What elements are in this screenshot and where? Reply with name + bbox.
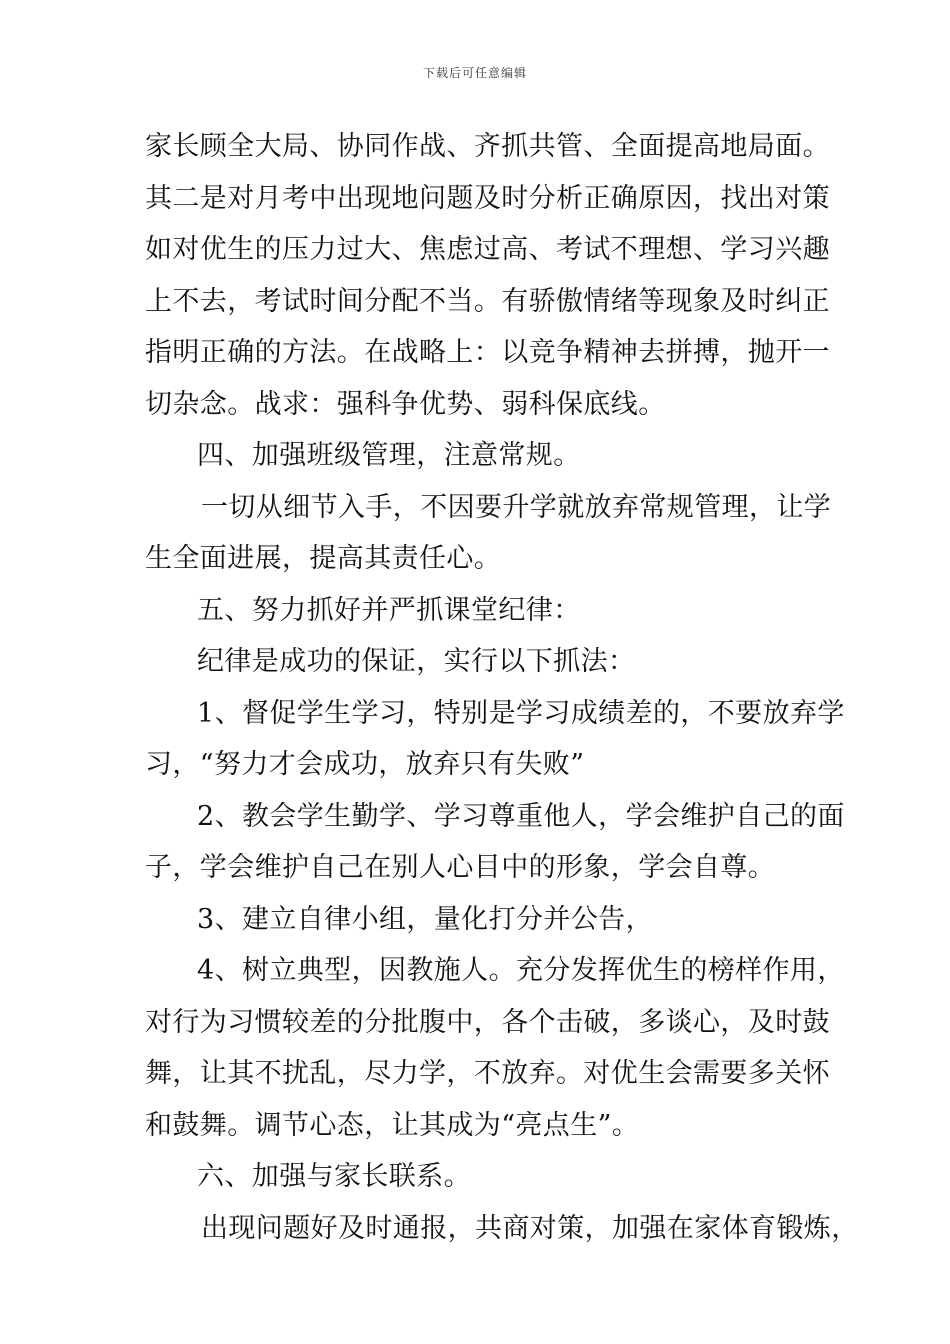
paragraph-line: 家长顾全大局、协同作战、齐抓共管、全面提高地局面。 — [145, 131, 830, 162]
list-item: 2、教会学生勤学、学习尊重他人，学会维护自己的面 — [197, 800, 845, 832]
paragraph-line: 一切从细节入手，不因要升学就放弃常规管理，让学 — [201, 491, 832, 523]
list-item: 3、建立自律小组，量化打分并公告， — [197, 903, 653, 935]
page-header: 下载后可任意编辑 — [422, 66, 527, 80]
list-item: 4、树立典型，因教施人。充分发挥优生的榜样作用， — [197, 955, 845, 986]
paragraph-line: 纪律是成功的保证，实行以下抓法： — [197, 646, 636, 677]
section-heading: 六、加强与家长联系。 — [197, 1161, 471, 1192]
paragraph-line: 出现问题好及时通报，共商对策，加强在家体育锻炼， — [201, 1212, 859, 1244]
document-body — [145, 128, 859, 1261]
paragraph-line: 和鼓舞。调节心态，让其成为“亮点生”。 — [145, 1109, 640, 1141]
paragraph-line: 切杂念。战求：强科争优势、弱科保底线。 — [145, 388, 666, 420]
paragraph-line: 舞，让其不扰乱，尽力学，不放弃。对优生会需要多关怀 — [145, 1058, 830, 1089]
paragraph-line: 其二是对月考中出现地问题及时分析正确原因，找出对策 — [145, 182, 830, 214]
paragraph-line: 上不去，考试时间分配不当。有骄傲情绪等现象及时纠正 — [145, 285, 830, 317]
paragraph-line: 习，“努力才会成功，放弃只有失败” — [145, 749, 585, 780]
list-item: 1、督促学生学习，特别是学习成绩差的，不要放弃学 — [197, 697, 845, 729]
paragraph-line: 指明正确的方法。在战略上：以竞争精神去拼搏，抛开一 — [145, 337, 830, 368]
paragraph-line: 对行为习惯较差的分批腹中，各个击破，多谈心，及时鼓 — [145, 1006, 830, 1038]
section-heading: 四、加强班级管理，注意常规。 — [197, 440, 581, 471]
paragraph-line: 生全面进展，提高其责任心。 — [145, 543, 502, 574]
paragraph-line: 子，学会维护自己在别人心目中的形象，学会自尊。 — [145, 852, 776, 883]
paragraph-line: 如对优生的压力过大、焦虑过高、考试不理想、学习兴趣 — [145, 234, 830, 265]
section-heading: 五、努力抓好并严抓课堂纪律： — [197, 594, 581, 626]
